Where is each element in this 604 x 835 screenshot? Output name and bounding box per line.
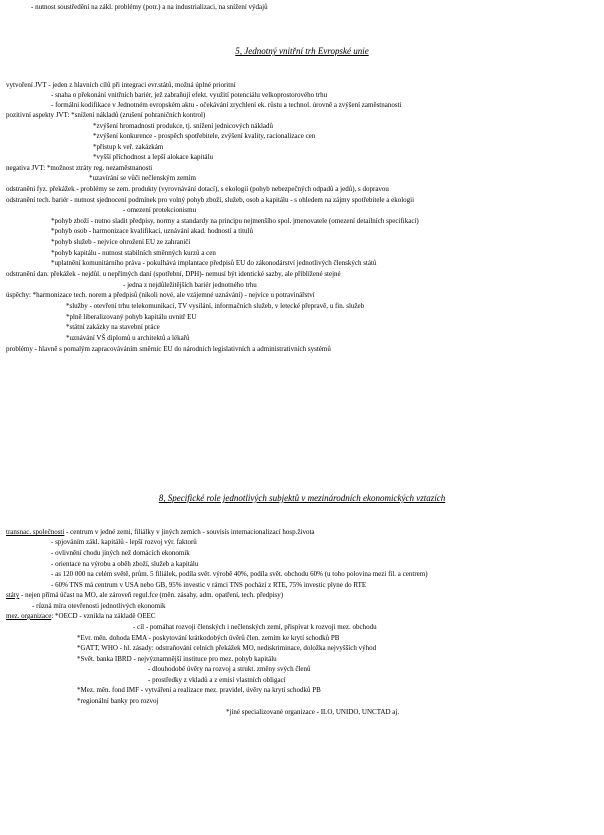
text-line: odstranění tech. bariér - nutnost sjednocení podmínek pro volný pohyb zboží, služeb, osob a kapitálu - s ohledem na zájmy spotřebitele a ekologii bbox=[6, 196, 415, 204]
text-line: - prostředky z vkladů a z emisí vlastních obligací bbox=[148, 676, 286, 684]
text-line: problémy - hlavně s pomalým zapracováváním směrnic EU do národních legislativních a administrativních systémů bbox=[6, 345, 331, 353]
text-line: odstranění fyz. překážek - problémy se zem. produkty (vyrovnávání dotací), s ekologií (pohyb nebezpečných odpadů a jedů), s dopravou bbox=[6, 185, 389, 193]
text-line: - dlouhodobé úvěry na rozvoj a strukt. změny svých členů bbox=[148, 665, 311, 673]
text-line: - různá míra otevřenosti jednotlivých ekonomik bbox=[32, 602, 166, 610]
term-staty: státy bbox=[6, 591, 20, 599]
text-span: - nejen přímá účast na MO, ale zároveň regul.fce (měn. zásahy, adm. opatření, tech. předpisy) bbox=[19, 591, 284, 599]
text-line: odstranění dan. překážek - nejdůl. u nepřímých daní (spotřební, DPH)- nemusí být identické sazby, ale přiblížené stejné bbox=[6, 270, 341, 278]
text-span: - centrum v jedné zemi, filiálky v jiných zemích - souvisís internacionalizací hosp.života bbox=[64, 528, 315, 536]
text-line: vytvoření JVT - jeden z hlavních cílů při integraci evr.států, možná úplné prioritní bbox=[6, 81, 236, 89]
text-line bbox=[6, 591, 283, 600]
text-line: *vyšší příchodnost a lepší alokace kapitálu bbox=[93, 153, 213, 161]
text-line: - 60% TNS má centrum v USA nebo GB, 95% investic v rámci TNS pochází z RTE, 75% investic plyne do RTE bbox=[51, 581, 367, 589]
text-line: - snaha o překonání vnitřních bariér, jež zabraňují efekt. využití potenciálu velkoprostorového trhu bbox=[51, 91, 328, 99]
text-line: - cíl - pomáhat rozvoji členských i nečlenských zemí, přispívat k rozvoji mez. obchodu bbox=[133, 623, 377, 631]
text-line: - jedna z nejdůležitějších bariér jednotného trhu bbox=[123, 281, 257, 289]
text-line: *GATT, WHO - hl. zásady: odstraňování celních překážek MO, nediskriminace, doložka nejvyšších výhod bbox=[77, 644, 377, 652]
section-8-heading: 8, Specifické role jednotlivých subjektů v mezinárodních ekonomických vztazích bbox=[158, 493, 446, 503]
term-mez-organizace: mez. organizace bbox=[6, 612, 52, 620]
text-line: *zvýšení konkurence - prospěch spotřebitele, zvýšení kvality, racionalizace cen bbox=[93, 132, 316, 140]
text-line: *jiné specializované organizace - ILO, UNIDO, UNCTAD aj. bbox=[226, 708, 400, 716]
text-line: *Mez. měn. fond IMF - vytváření a realizace mez. pravidel, úvěry na krytí schodků PB bbox=[77, 686, 321, 694]
text-line: úspěchy: *harmonizace tech. norem a předpisů (nikoli nové, ale vzájemné uznávání) - nejvíce u potravinářství bbox=[6, 291, 315, 299]
text-line: - ovlivnění chodu jiných než domácích ekonomik bbox=[51, 549, 190, 557]
text-line: - nutnost soustředění na zákl. problémy (potr.) a na industrializaci, na snížení výdajů bbox=[31, 3, 268, 11]
text-line: - omezení protekcionismu bbox=[123, 206, 197, 214]
text-line: *pohyb kapitálu - nutnost stabilních směnných kurzů a cen bbox=[51, 249, 216, 257]
section-5-heading: 5, Jednotný vnitřní trh Evropské unie bbox=[235, 46, 369, 56]
text-line: pozitivní aspekty JVT: *snížení nákladů (zrušení pohraničních kontrol) bbox=[6, 111, 206, 119]
text-line: *pohyb zboží - nutno sladit předpisy, normy a standardy na principu nejmenšího spol. jmenovatele (omezení detailních specifikací) bbox=[51, 217, 419, 225]
text-span: : *OECD - vznikla na základě OEEC bbox=[51, 612, 156, 620]
text-line: - as 120 000 na celém světě, prům. 5 filiálek, podíla svět. výrobě 40%, podíla svět. obchodu 60% (u toho polovina mezi fil. a centrem) bbox=[51, 570, 428, 578]
text-line: *Svět. banka IBRD - nejvýznamnější instituce pro mez. pohyb kapitálu bbox=[77, 655, 277, 663]
term-transnac: transnac. společnosti bbox=[6, 528, 65, 536]
text-line: *regionální banky pro rozvoj bbox=[77, 697, 159, 705]
text-line: - orientace na výrobu a oběh zboží, služeb a kapitálu bbox=[51, 560, 199, 568]
text-line: - spjováním zákl. kapitálů - lepší rozvoj výr. faktorů bbox=[51, 538, 197, 546]
text-line bbox=[6, 528, 315, 537]
text-line: *Evr. měn. dohoda EMA - poskytování krátkodobých úvěrů člen. zemím ke krytí schodků PB bbox=[77, 634, 340, 642]
text-line: *uplatnění komunitárního práva - pokulhává implantace předpisů EU do zákonodárství jednotlivých členských států bbox=[51, 259, 377, 267]
text-line: *přístup k veř. zakázkám bbox=[93, 143, 164, 151]
text-line: - formální kodifikace v Jednotném evropském aktu - očekávání zrychlení ek. růstu a technol. úrovně a zvýšení zaměstnanosti bbox=[51, 101, 402, 109]
text-line: negativa JVT: *možnost ztráty reg. nezaměstnanosti bbox=[6, 164, 153, 172]
text-line: *zvýšení hromadnosti produkce, tj. snížení jednicových nákladů bbox=[93, 122, 274, 130]
text-line: *pohyb služeb - nejvíce ohrožení EU ze zahraničí bbox=[51, 238, 191, 246]
text-line: *pohyb osob - harmonizace kvalifikací, uznávání akad. hodností a titulů bbox=[51, 227, 253, 235]
text-line: *uznávání VŠ diplomů u architektů a lékařů bbox=[66, 334, 190, 342]
text-line: *plně liberalizovaný pohyb kapitálu uvnitř EU bbox=[66, 313, 197, 321]
text-line: *státní zakázky na stavební práce bbox=[66, 323, 160, 331]
text-line: *služby - otevření trhu telekomunikací, TV vysílání, informačních služeb, v letecké přepravě, u fin. služeb bbox=[66, 302, 365, 310]
text-line bbox=[6, 612, 156, 621]
text-line: *uzavírání se vůči nečlenským zemím bbox=[89, 174, 196, 182]
